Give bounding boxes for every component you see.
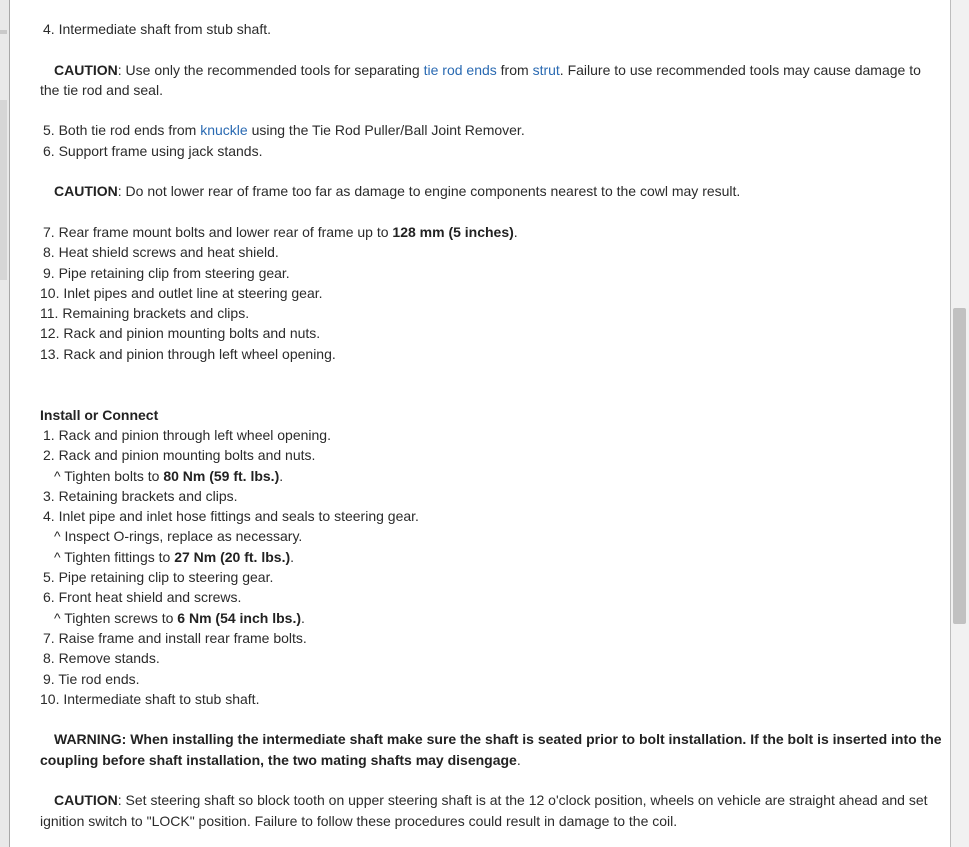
list-item: 9. Pipe retaining clip from steering gear.: [43, 264, 290, 281]
warning-note: WARNING: When installing the intermediate shaft make sure the shaft is seated prior to bolt installation. If the bolt is inserted into the: [54, 731, 942, 748]
list-item: 12. Rack and pinion mounting bolts and nuts.: [40, 325, 321, 342]
knuckle-link[interactable]: knuckle: [200, 122, 248, 139]
list-item: 4. Inlet pipe and inlet hose fittings and seals to steering gear.: [43, 508, 419, 525]
list-item: 4. Intermediate shaft from stub shaft.: [43, 21, 272, 37]
list-item: 5. Pipe retaining clip to steering gear.: [43, 569, 274, 586]
caution-note-continued: ignition switch to "LOCK" position. Failure to follow these procedures could result in damage to the coil.: [40, 812, 678, 829]
left-gutter: [0, 0, 9, 847]
list-item: 3. Retaining brackets and clips.: [43, 487, 238, 504]
left-border: [9, 0, 10, 847]
list-item: 6. Front heat shield and screws.: [43, 589, 242, 606]
torque-note: ^ Tighten fittings to 27 Nm (20 ft. lbs.).: [54, 548, 295, 565]
list-item: 13. Rack and pinion through left wheel opening.: [40, 345, 336, 362]
section-heading: Install or Connect: [40, 406, 159, 423]
list-item: 2. Rack and pinion mounting bolts and nuts.: [43, 447, 316, 464]
caution-label: CAUTION: [54, 61, 118, 78]
list-item: 8. Remove stands.: [43, 650, 160, 667]
caution-label: CAUTION: [54, 792, 118, 809]
warning-note-continued: coupling before shaft installation, the two mating shafts may disengage.: [40, 751, 521, 768]
scrollbar-thumb[interactable]: [953, 308, 966, 624]
gutter-mark: [0, 30, 7, 34]
caution-note-continued: the tie rod and seal.: [40, 81, 163, 98]
caution-note: CAUTION: Use only the recommended tools for separating tie rod ends from strut. Failure to use recommended tools may cause damage to: [54, 61, 921, 78]
list-item: 1. Rack and pinion through left wheel opening.: [43, 426, 331, 443]
list-item: 7. Rear frame mount bolts and lower rear of frame up to 128 mm (5 inches).: [43, 223, 518, 240]
list-item: 6. Support frame using jack stands.: [43, 142, 263, 159]
list-item: 7. Raise frame and install rear frame bolts.: [43, 629, 307, 646]
list-item: 5. Both tie rod ends from knuckle using the Tie Rod Puller/Ball Joint Remover.: [43, 122, 525, 139]
list-item: 9. Tie rod ends.: [43, 670, 140, 687]
torque-note: ^ Tighten screws to 6 Nm (54 inch lbs.).: [54, 609, 305, 626]
list-item: 11. Remaining brackets and clips.: [40, 305, 250, 322]
list-item: 10. Intermediate shaft to stub shaft.: [40, 690, 260, 707]
caution-note: CAUTION: Set steering shaft so block tooth on upper steering shaft is at the 12 o'clock position, wheels on vehicle are straight ahead and set: [54, 792, 928, 809]
torque-note: ^ Tighten bolts to 80 Nm (59 ft. lbs.).: [54, 467, 284, 484]
strut-link[interactable]: strut: [532, 61, 560, 78]
caution-label: CAUTION: [54, 183, 118, 200]
gutter-mark: [0, 100, 7, 280]
caution-note: CAUTION: Do not lower rear of frame too far as damage to engine components nearest to the cowl may result.: [54, 183, 741, 200]
inspect-note: ^ Inspect O-rings, replace as necessary.: [54, 528, 303, 545]
tie-rod-ends-link[interactable]: tie rod ends: [423, 61, 497, 78]
list-item: 10. Inlet pipes and outlet line at steering gear.: [40, 284, 323, 301]
document-content: [40, 19, 940, 831]
list-item: 8. Heat shield screws and heat shield.: [43, 244, 279, 261]
